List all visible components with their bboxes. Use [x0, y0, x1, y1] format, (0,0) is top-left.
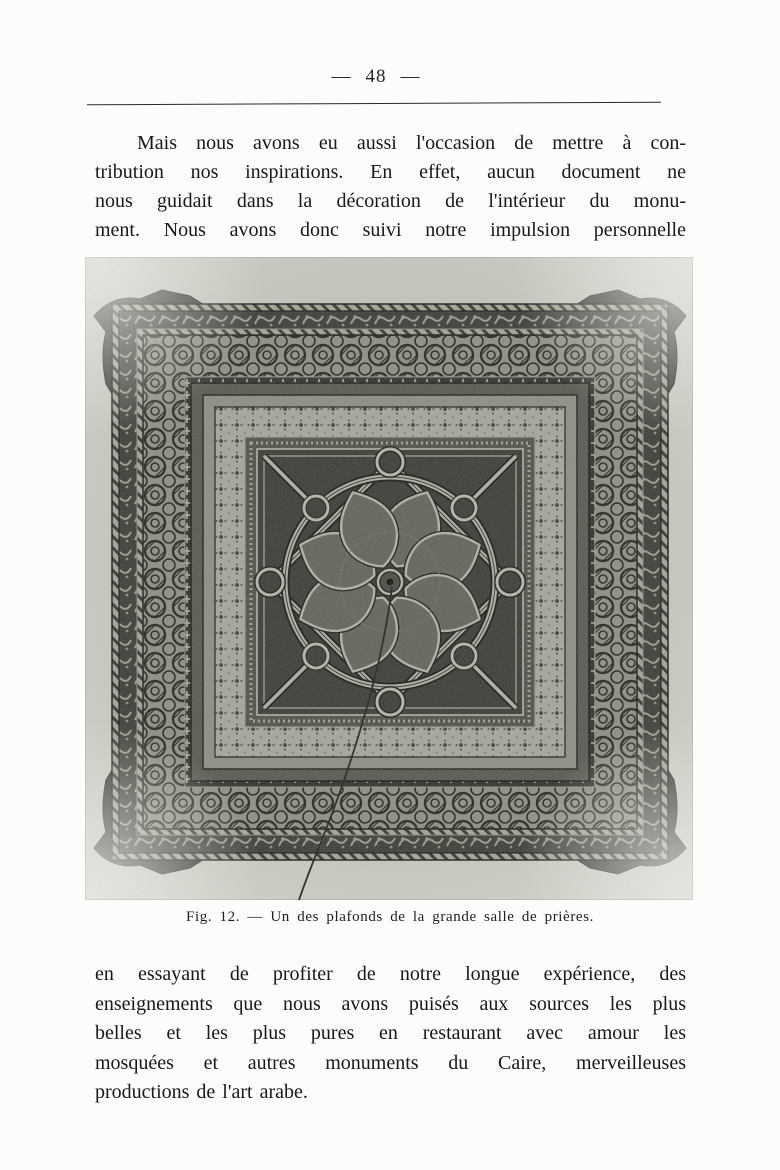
- paragraph-top: [95, 129, 686, 245]
- text-line: mosquées et autres monuments du Caire, merveilleuses: [95, 1051, 686, 1074]
- header-dash-right: —: [400, 66, 421, 87]
- text-line: ment. Nous avons donc suivi notre impulsion personnelle: [95, 219, 686, 241]
- text-line: Mais nous avons eu aussi l'occasion de mettre à con-: [137, 132, 686, 154]
- figure-caption: Fig. 12. — Un des plafonds de la grande salle de prières.: [186, 909, 594, 925]
- text-line: nous guidait dans la décoration de l'intérieur du monu-: [95, 190, 686, 212]
- text-line: en essayant de profiter de notre longue expérience, des: [95, 963, 686, 985]
- text-line: enseignements que nous avons puisés aux sources les plus: [95, 992, 686, 1015]
- paragraph-bottom: [95, 960, 686, 1108]
- photo-grain: [85, 257, 693, 900]
- page-header: [0, 66, 752, 88]
- ceiling-photo: [85, 257, 693, 900]
- header-rule: [87, 102, 661, 106]
- header-dash-left: —: [331, 66, 352, 87]
- page-number: 48: [365, 66, 387, 87]
- text-line: productions de l'art arabe.: [95, 1081, 308, 1103]
- text-line: tribution nos inspirations. En effet, aucun document ne: [95, 161, 686, 183]
- text-line: belles et les plus pures en restaurant avec amour les: [95, 1022, 686, 1044]
- ceiling-figure: [85, 257, 693, 900]
